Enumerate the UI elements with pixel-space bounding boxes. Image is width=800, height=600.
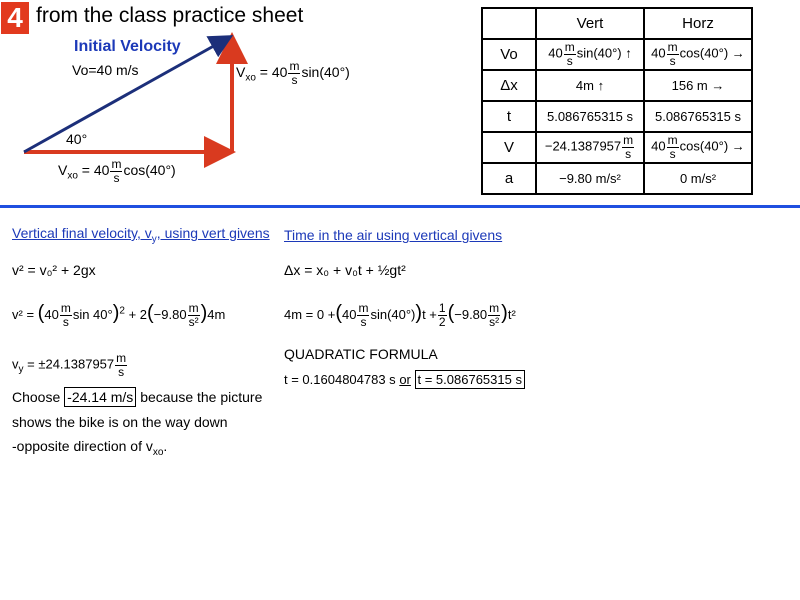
vo-label: Vo=40 m/s: [72, 62, 139, 78]
row-label: a: [482, 163, 536, 194]
a-vert-cell: −9.80 m/s²: [536, 163, 644, 194]
slide-number-badge: 4: [1, 2, 29, 34]
v-horz-cell: 40 $\frac{m}{s}$ cos(40°) →: [644, 132, 752, 163]
row-label: Vo: [482, 39, 536, 70]
table-row: [482, 70, 752, 101]
vxo-vertical-equation: $V_{xo} = 40$ $\frac{m}{s}$ sin(40°): [236, 59, 350, 87]
vertical-final-velocity-title: Vertical final velocity, $v_y$, using vert givens: [12, 225, 270, 245]
explanation-line-3: -opposite direction of $v_{xo}$.: [12, 438, 168, 458]
right-equation-2: 4m = 0 +(40 $\frac{m}{s}$ sin(40°))t + $\frac{1}{2}$ (−9.80 $\frac{m}{\text{s²}}$ )t²: [284, 301, 516, 330]
givens-table: [481, 7, 753, 195]
t-vert-cell: 5.086765315 s: [536, 101, 644, 132]
v-vert-cell: −24.1387957 $\frac{m}{s}$: [536, 132, 644, 163]
table-row: [482, 132, 752, 163]
dx-horz-cell: 156 m →: [644, 70, 752, 101]
slide-title: from the class practice sheet: [36, 4, 304, 27]
table-header-horz: Horz: [644, 8, 752, 39]
chosen-velocity-box: -24.14 m/s: [64, 387, 136, 407]
time-in-air-title: Time in the air using vertical givens: [284, 227, 503, 243]
right-equation-1: Δx = x₀ + v₀t + ½gt²: [284, 262, 406, 278]
table-row: [482, 101, 752, 132]
angle-label: 40°: [66, 131, 88, 147]
table-row: [482, 163, 752, 194]
choose-line: Choose -24.14 m/s because the picture: [12, 389, 263, 405]
a-horz-cell: 0 m/s²: [644, 163, 752, 194]
vo-horz-cell: 40 $\frac{m}{s}$ cos(40°) →: [644, 39, 752, 70]
table-header-corner: [482, 8, 536, 39]
initial-velocity-heading: Initial Velocity: [74, 38, 181, 55]
vo-vert-cell: 40 $\frac{m}{s}$ sin(40°) ↑: [536, 39, 644, 70]
left-equation-2: v² = (40 $\frac{m}{s}$ sin 40°)$^2$ + 2(−9.80 $\frac{m}{\text{s²}}$ )4m: [12, 301, 226, 330]
left-equation-1: v² = v₀² + 2gx: [12, 262, 96, 278]
vxo-horizontal-equation: $V_{xo} = 40$ $\frac{m}{s}$ cos(40°): [58, 157, 176, 185]
explanation-line-2: shows the bike is on the way down: [12, 414, 228, 430]
initial-velocity-vector: [24, 38, 228, 152]
time-solutions: t = 0.1604804783 s or t = 5.086765315 s: [284, 372, 525, 387]
row-label: V: [482, 132, 536, 163]
quadratic-formula-label: QUADRATIC FORMULA: [284, 346, 438, 362]
table-header-vert: Vert: [536, 8, 644, 39]
dx-vert-cell: 4m ↑: [536, 70, 644, 101]
section-divider: [0, 205, 800, 208]
chosen-time-box: t = 5.086765315 s: [415, 370, 525, 389]
table-header-row: [482, 8, 752, 39]
row-label: t: [482, 101, 536, 132]
row-label: Δx: [482, 70, 536, 101]
left-equation-3: $v_y = \pm 24.1387957$ $\frac{m}{s}$: [12, 351, 127, 379]
table-row: [482, 39, 752, 70]
t-horz-cell: 5.086765315 s: [644, 101, 752, 132]
